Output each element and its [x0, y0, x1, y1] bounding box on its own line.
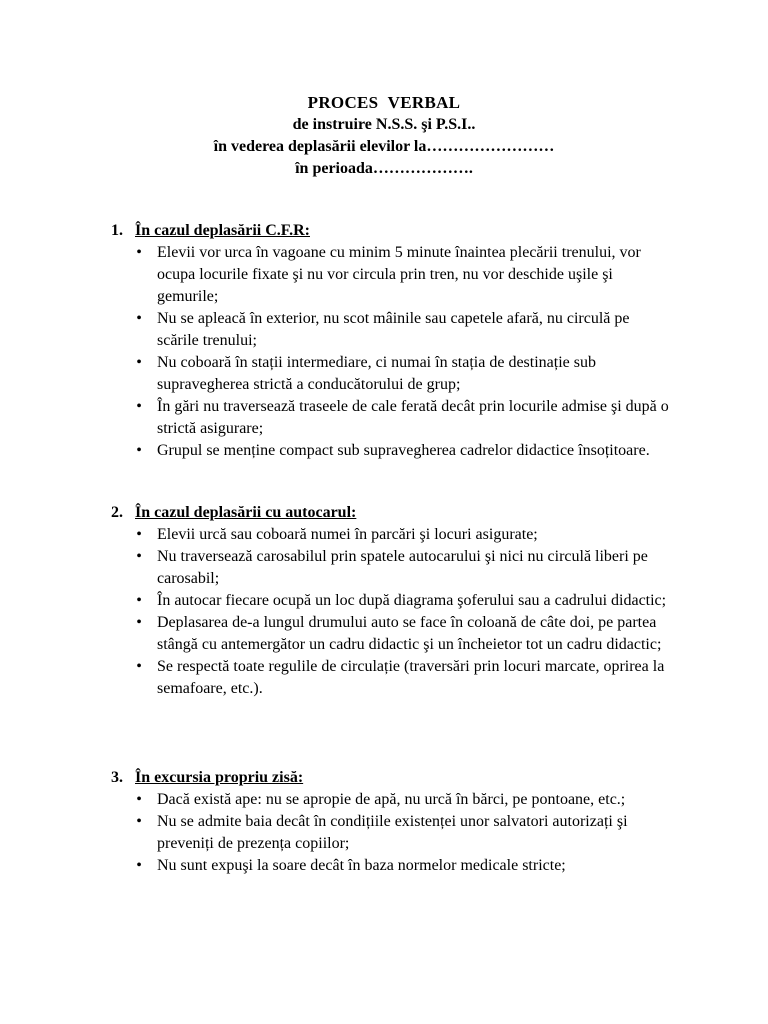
- section-title: În cazul deplasării cu autocarul:: [135, 504, 357, 521]
- list-item: [136, 656, 671, 700]
- bullet-icon: •: [136, 526, 142, 543]
- list-item: [136, 855, 671, 877]
- list-item-text: Deplasarea de-a lungul drumului auto se face în coloană de câte doi, pe partea stângă cu antemergător un cadru didactic şi un încheietor tot un cadru didactic;: [157, 614, 662, 653]
- list-item: [136, 396, 671, 440]
- bullet-icon: •: [136, 548, 142, 565]
- bullet-icon: •: [136, 354, 142, 371]
- list-item-text: Elevii vor urca în vagoane cu minim 5 minute înaintea plecării trenului, vor ocupa locurile fixate şi nu vor circula prin tren, nu vor deschide uşile şi gemurile;: [157, 244, 641, 305]
- list-item: [136, 524, 671, 546]
- section-number: 3.: [111, 769, 123, 786]
- list-item-text: Nu se apleacă în exterior, nu scot mâinile sau capetele afară, nu circulă pe scările trenului;: [157, 310, 630, 349]
- bullet-list: [111, 789, 671, 877]
- bullet-list: [111, 524, 671, 700]
- section-number: 2.: [111, 504, 123, 521]
- section-heading: [111, 767, 671, 789]
- section-cfr: [111, 220, 671, 462]
- section-title: În excursia propriu zisă:: [135, 769, 304, 786]
- bullet-icon: •: [136, 398, 142, 415]
- document-header: [0, 92, 768, 180]
- bullet-icon: •: [136, 791, 142, 808]
- bullet-icon: •: [136, 592, 142, 609]
- list-item: [136, 590, 671, 612]
- list-item: [136, 352, 671, 396]
- list-item: [136, 440, 671, 462]
- bullet-icon: •: [136, 442, 142, 459]
- document-subtitle-period: în perioada……………….: [295, 160, 473, 177]
- section-heading: [111, 502, 671, 524]
- section-heading: [111, 220, 671, 242]
- list-item: [136, 612, 671, 656]
- list-item-text: În autocar fiecare ocupă un loc după diagrama şoferului sau a cadrului didactic;: [157, 592, 667, 609]
- bullet-icon: •: [136, 658, 142, 675]
- list-item-text: Nu coboară în stații intermediare, ci numai în stația de destinație sub supravegherea strictă a conducătorului de grup;: [157, 354, 596, 393]
- section-title: În cazul deplasării C.F.R:: [135, 222, 310, 239]
- section-excursie: [111, 767, 671, 877]
- bullet-list: [111, 242, 671, 462]
- document-title: PROCES VERBAL: [307, 93, 461, 112]
- list-item-text: În gări nu traversează traseele de cale ferată decât prin locurile admise şi după o strictă asigurare;: [157, 398, 669, 437]
- bullet-icon: •: [136, 813, 142, 830]
- list-item: [136, 242, 671, 308]
- list-item: [136, 308, 671, 352]
- list-item-text: Se respectă toate regulile de circulație (traversări prin locuri marcate, oprirea la semafoare, etc.).: [157, 658, 665, 697]
- section-autocar: [111, 502, 671, 700]
- list-item: [136, 546, 671, 590]
- document-subtitle-destination: în vederea deplasării elevilor la……………………: [213, 138, 555, 155]
- list-item-text: Nu traversează carosabilul prin spatele autocarului şi nici nu circulă liberi pe carosabil;: [157, 548, 648, 587]
- bullet-icon: •: [136, 614, 142, 631]
- list-item: [136, 789, 671, 811]
- bullet-icon: •: [136, 857, 142, 874]
- bullet-icon: •: [136, 244, 142, 261]
- list-item-text: Grupul se menține compact sub supravegherea cadrelor didactice însoțitoare.: [157, 442, 650, 459]
- bullet-icon: •: [136, 310, 142, 327]
- list-item: [136, 811, 671, 855]
- list-item-text: Nu se admite baia decât în condițiile existenței unor salvatori autorizați şi preveniți de prezența copiilor;: [157, 813, 628, 852]
- section-number: 1.: [111, 222, 123, 239]
- list-item-text: Nu sunt expuşi la soare decât în baza normelor medicale stricte;: [157, 857, 566, 874]
- list-item-text: Elevii urcă sau coboară numei în parcări şi locuri asigurate;: [157, 526, 538, 543]
- list-item-text: Dacă există ape: nu se apropie de apă, nu urcă în bărci, pe pontoane, etc.;: [157, 791, 626, 808]
- document-subtitle-instruction: de instruire N.S.S. şi P.S.I..: [292, 116, 476, 133]
